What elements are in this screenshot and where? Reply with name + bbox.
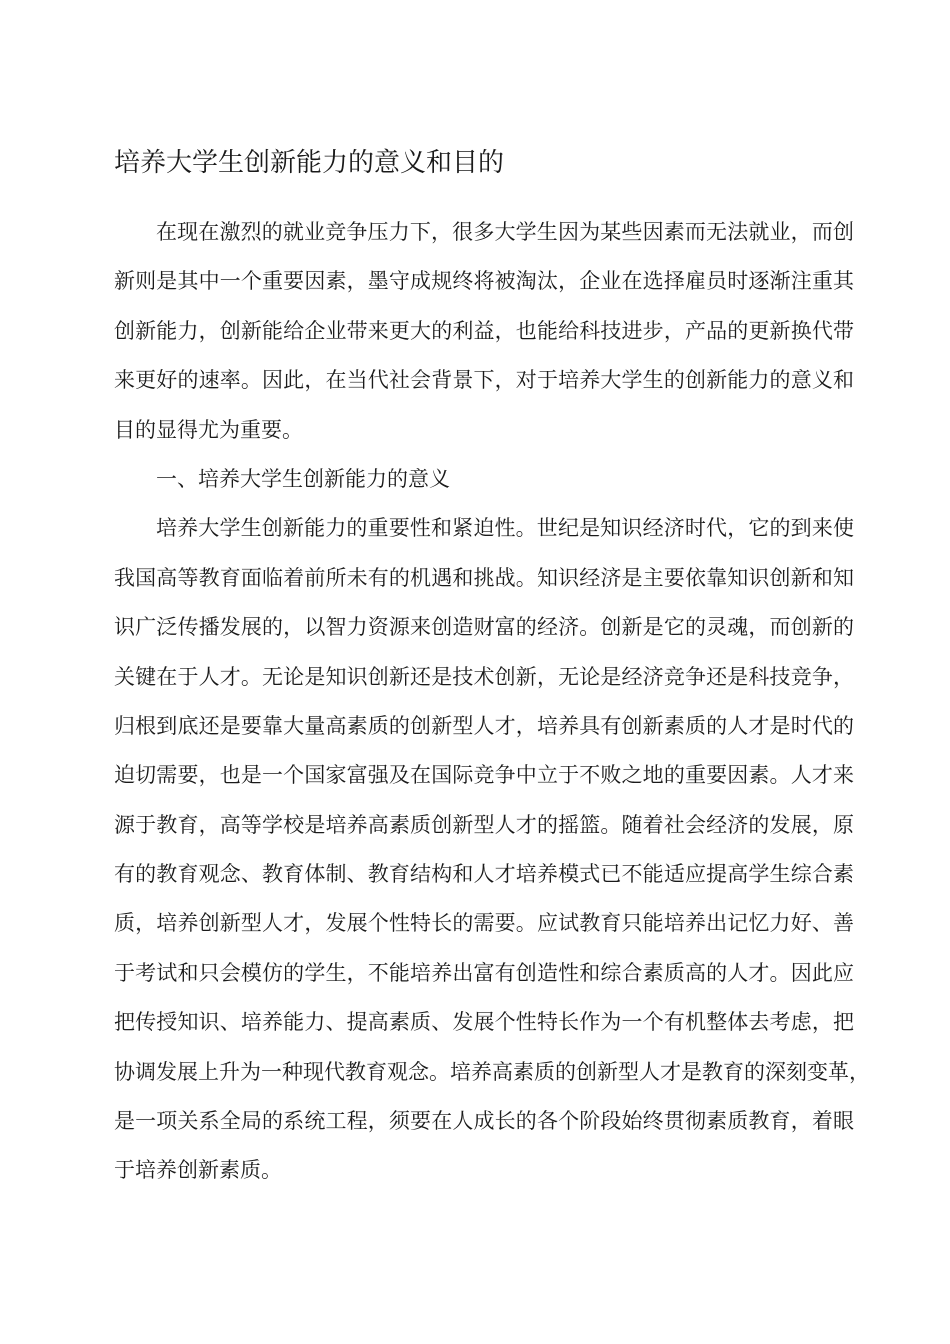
text-line: 质，培养创新型人才，发展个性特长的需要。应试教育只能培养出记忆力好、善 [114,911,854,936]
paragraph-intro [114,208,854,455]
text-line: 在现在激烈的就业竞争压力下，很多大学生因为某些因素而无法就业，而创 [156,220,854,244]
text-line: 迫切需要，也是一个国家富强及在国际竞争中立于不败之地的重要因素。人才来 [114,763,854,788]
text-line: 我国高等教育面临着前所未有的机遇和挑战。知识经济是主要依靠知识创新和知 [114,565,854,590]
section-heading [114,455,854,504]
text-line: 目的显得尤为重要。 [114,417,303,442]
document-body [114,208,870,1196]
paragraph-significance [114,504,870,1195]
document-title: 培养大学生创新能力的意义和目的 [114,148,505,178]
text-line: 培养大学生创新能力的重要性和紧迫性。世纪是知识经济时代，它的到来使 [156,516,854,541]
text-line: 来更好的速率。因此，在当代社会背景下，对于培养大学生的创新能力的意义和 [114,368,854,393]
text-line: 创新能力，创新能给企业带来更大的利益，也能给科技进步，产品的更新换代带 [114,318,854,343]
text-line: 关键在于人才。无论是知识创新还是技术创新，无论是经济竞争还是科技竞争， [114,664,854,689]
text-line: 于培养创新素质。 [114,1158,282,1183]
text-line: 是一项关系全局的系统工程，须要在人成长的各个阶段始终贯彻素质教育，着眼 [114,1109,854,1134]
text-line: 源于教育，高等学校是培养高素质创新型人才的摇篮。随着社会经济的发展，原 [114,812,854,837]
text-line: 把传授知识、培养能力、提高素质、发展个性特长作为一个有机整体去考虑，把 [114,1010,854,1035]
text-line: 归根到底还是要靠大量高素质的创新型人才，培养具有创新素质的人才是时代的 [114,713,854,738]
text-line: 识广泛传播发展的，以智力资源来创造财富的经济。创新是它的灵魂，而创新的 [114,615,854,640]
text-line: 于考试和只会模仿的学生，不能培养出富有创造性和综合素质高的人才。因此应 [114,960,854,985]
text-line: 有的教育观念、教育体制、教育结构和人才培养模式已不能适应提高学生综合素 [114,862,854,887]
text-line: 新则是其中一个重要因素，墨守成规终将被淘汰，企业在选择雇员时逐渐注重其 [114,269,854,294]
text-line: 协调发展上升为一种现代教育观念。培养高素质的创新型人才是教育的深刻变革， [114,1059,870,1084]
section-heading-text: 一、培养大学生创新能力的意义 [156,466,450,491]
